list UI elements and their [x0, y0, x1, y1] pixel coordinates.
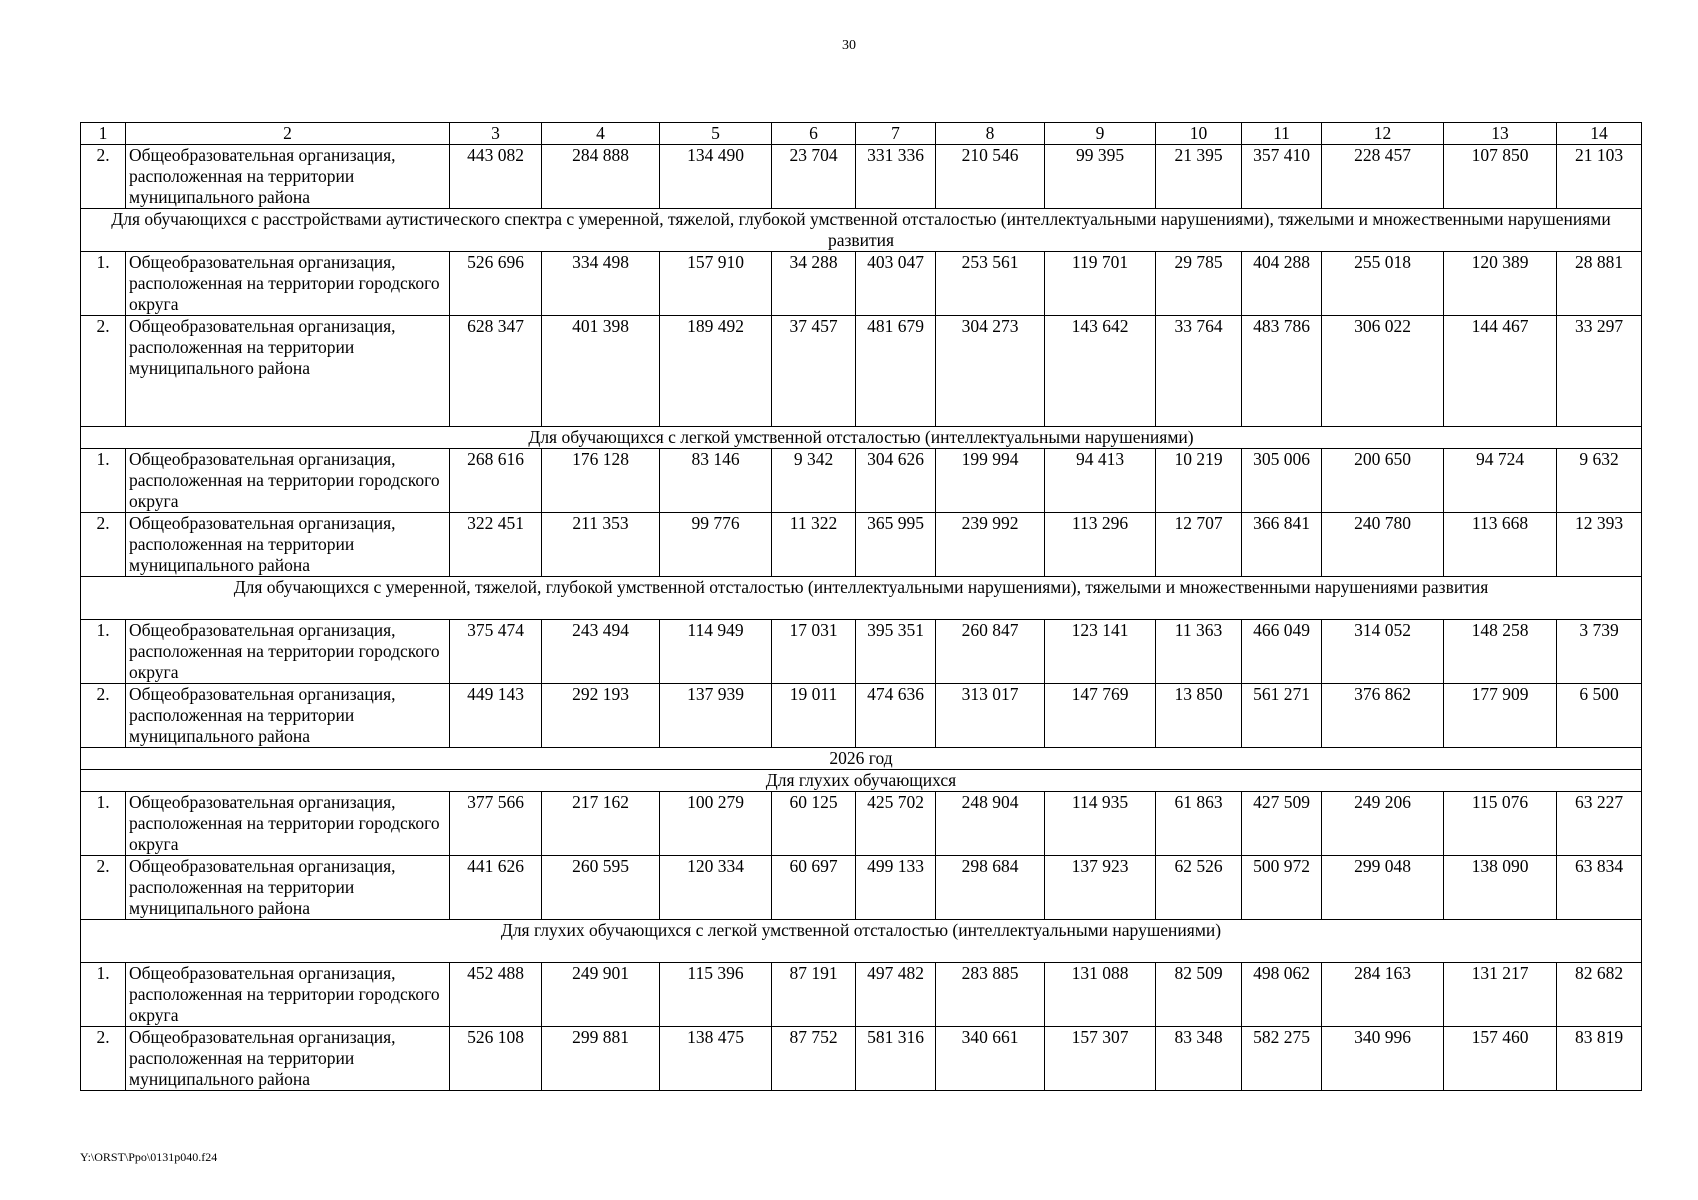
- value-cell: 298 684: [936, 856, 1045, 920]
- value-cell: 134 490: [660, 145, 772, 209]
- value-cell: 395 351: [856, 620, 936, 684]
- value-cell: 10 219: [1156, 449, 1242, 513]
- value-cell: 137 939: [660, 684, 772, 748]
- value-cell: 115 396: [660, 963, 772, 1027]
- value-cell: 82 509: [1156, 963, 1242, 1027]
- row-number: 2.: [81, 513, 126, 577]
- organization-name: Общеобразовательная организация, расположенная на территории муниципального района: [126, 856, 450, 920]
- value-cell: 123 141: [1045, 620, 1156, 684]
- table-row: [81, 684, 1642, 748]
- page-number: 30: [842, 38, 856, 53]
- value-cell: 107 850: [1444, 145, 1557, 209]
- table-row: [81, 792, 1642, 856]
- value-cell: 113 668: [1444, 513, 1557, 577]
- section-title: Для глухих обучающихся с легкой умственной отсталостью (интеллектуальными нарушениями): [81, 920, 1642, 963]
- section-title: Для обучающихся с расстройствами аутистического спектра с умеренной, тяжелой, глубокой умственной отсталостью (интеллектуальными нарушениями), тяжелыми и множественными нарушениями развития: [81, 209, 1642, 252]
- column-header: 1: [81, 123, 126, 145]
- value-cell: 304 273: [936, 316, 1045, 427]
- value-cell: 340 996: [1322, 1027, 1444, 1091]
- value-cell: 9 342: [772, 449, 856, 513]
- value-cell: 9 632: [1557, 449, 1642, 513]
- row-number: 2.: [81, 684, 126, 748]
- value-cell: 228 457: [1322, 145, 1444, 209]
- column-header: 11: [1242, 123, 1322, 145]
- value-cell: 21 103: [1557, 145, 1642, 209]
- row-number: 1.: [81, 252, 126, 316]
- organization-name: Общеобразовательная организация, расположенная на территории городского округа: [126, 449, 450, 513]
- value-cell: 199 994: [936, 449, 1045, 513]
- value-cell: 314 052: [1322, 620, 1444, 684]
- value-cell: 100 279: [660, 792, 772, 856]
- value-cell: 157 307: [1045, 1027, 1156, 1091]
- value-cell: 131 217: [1444, 963, 1557, 1027]
- value-cell: 23 704: [772, 145, 856, 209]
- data-table: [80, 122, 1642, 1091]
- value-cell: 284 888: [542, 145, 660, 209]
- value-cell: 119 701: [1045, 252, 1156, 316]
- value-cell: 12 393: [1557, 513, 1642, 577]
- value-cell: 427 509: [1242, 792, 1322, 856]
- column-header: 13: [1444, 123, 1557, 145]
- value-cell: 137 923: [1045, 856, 1156, 920]
- value-cell: 217 162: [542, 792, 660, 856]
- value-cell: 452 488: [450, 963, 542, 1027]
- value-cell: 526 696: [450, 252, 542, 316]
- value-cell: 83 819: [1557, 1027, 1642, 1091]
- value-cell: 62 526: [1156, 856, 1242, 920]
- value-cell: 376 862: [1322, 684, 1444, 748]
- column-header: 9: [1045, 123, 1156, 145]
- section-title: Для обучающихся с умеренной, тяжелой, глубокой умственной отсталостью (интеллектуальными нарушениями), тяжелыми и множественными нарушениями развития: [81, 577, 1642, 620]
- value-cell: 260 595: [542, 856, 660, 920]
- organization-name: Общеобразовательная организация, расположенная на территории муниципального района: [126, 316, 450, 427]
- organization-name: Общеобразовательная организация, расположенная на территории городского округа: [126, 620, 450, 684]
- column-header: 8: [936, 123, 1045, 145]
- value-cell: 114 949: [660, 620, 772, 684]
- section-title: Для глухих обучающихся: [81, 770, 1642, 792]
- value-cell: 144 467: [1444, 316, 1557, 427]
- section-title: Для обучающихся с легкой умственной отсталостью (интеллектуальными нарушениями): [81, 427, 1642, 449]
- value-cell: 500 972: [1242, 856, 1322, 920]
- value-cell: 401 398: [542, 316, 660, 427]
- value-cell: 120 334: [660, 856, 772, 920]
- value-cell: 200 650: [1322, 449, 1444, 513]
- value-cell: 120 389: [1444, 252, 1557, 316]
- value-cell: 99 776: [660, 513, 772, 577]
- value-cell: 94 413: [1045, 449, 1156, 513]
- value-cell: 304 626: [856, 449, 936, 513]
- value-cell: 63 834: [1557, 856, 1642, 920]
- value-cell: 61 863: [1156, 792, 1242, 856]
- value-cell: 582 275: [1242, 1027, 1322, 1091]
- value-cell: 113 296: [1045, 513, 1156, 577]
- section-header-row: [81, 209, 1642, 252]
- value-cell: 299 048: [1322, 856, 1444, 920]
- value-cell: 83 348: [1156, 1027, 1242, 1091]
- value-cell: 138 475: [660, 1027, 772, 1091]
- table-row: [81, 252, 1642, 316]
- file-path-footer: Y:\ORST\Ppo\0131p040.f24: [80, 1150, 218, 1164]
- value-cell: 340 661: [936, 1027, 1045, 1091]
- value-cell: 375 474: [450, 620, 542, 684]
- value-cell: 83 146: [660, 449, 772, 513]
- value-cell: 526 108: [450, 1027, 542, 1091]
- column-header-row: [81, 123, 1642, 145]
- section-header-row: [81, 748, 1642, 770]
- column-header: 6: [772, 123, 856, 145]
- value-cell: 313 017: [936, 684, 1045, 748]
- column-header: 10: [1156, 123, 1242, 145]
- value-cell: 366 841: [1242, 513, 1322, 577]
- value-cell: 87 191: [772, 963, 856, 1027]
- section-title: 2026 год: [81, 748, 1642, 770]
- value-cell: 33 764: [1156, 316, 1242, 427]
- column-header: 7: [856, 123, 936, 145]
- column-header: 2: [126, 123, 450, 145]
- value-cell: 253 561: [936, 252, 1045, 316]
- value-cell: 425 702: [856, 792, 936, 856]
- value-cell: 60 697: [772, 856, 856, 920]
- value-cell: 283 885: [936, 963, 1045, 1027]
- column-header: 12: [1322, 123, 1444, 145]
- table-row: [81, 316, 1642, 427]
- value-cell: 334 498: [542, 252, 660, 316]
- value-cell: 443 082: [450, 145, 542, 209]
- value-cell: 365 995: [856, 513, 936, 577]
- value-cell: 13 850: [1156, 684, 1242, 748]
- organization-name: Общеобразовательная организация, расположенная на территории муниципального района: [126, 684, 450, 748]
- value-cell: 240 780: [1322, 513, 1444, 577]
- table-row: [81, 449, 1642, 513]
- value-cell: 481 679: [856, 316, 936, 427]
- value-cell: 292 193: [542, 684, 660, 748]
- value-cell: 37 457: [772, 316, 856, 427]
- value-cell: 11 322: [772, 513, 856, 577]
- value-cell: 210 546: [936, 145, 1045, 209]
- column-header: 14: [1557, 123, 1642, 145]
- organization-name: Общеобразовательная организация, расположенная на территории городского округа: [126, 792, 450, 856]
- table-row: [81, 145, 1642, 209]
- column-header: 5: [660, 123, 772, 145]
- value-cell: 322 451: [450, 513, 542, 577]
- value-cell: 499 133: [856, 856, 936, 920]
- value-cell: 466 049: [1242, 620, 1322, 684]
- value-cell: 19 011: [772, 684, 856, 748]
- row-number: 1.: [81, 792, 126, 856]
- value-cell: 60 125: [772, 792, 856, 856]
- value-cell: 115 076: [1444, 792, 1557, 856]
- column-header: 4: [542, 123, 660, 145]
- value-cell: 483 786: [1242, 316, 1322, 427]
- value-cell: 497 482: [856, 963, 936, 1027]
- value-cell: 248 904: [936, 792, 1045, 856]
- value-cell: 305 006: [1242, 449, 1322, 513]
- organization-name: Общеобразовательная организация, расположенная на территории городского округа: [126, 963, 450, 1027]
- table-row: [81, 513, 1642, 577]
- row-number: 2.: [81, 1027, 126, 1091]
- value-cell: 176 128: [542, 449, 660, 513]
- organization-name: Общеобразовательная организация, расположенная на территории городского округа: [126, 252, 450, 316]
- organization-name: Общеобразовательная организация, расположенная на территории муниципального района: [126, 1027, 450, 1091]
- row-number: 1.: [81, 963, 126, 1027]
- value-cell: 249 206: [1322, 792, 1444, 856]
- value-cell: 498 062: [1242, 963, 1322, 1027]
- row-number: 1.: [81, 449, 126, 513]
- value-cell: 94 724: [1444, 449, 1557, 513]
- value-cell: 157 460: [1444, 1027, 1557, 1091]
- table-row: [81, 1027, 1642, 1091]
- value-cell: 3 739: [1557, 620, 1642, 684]
- value-cell: 377 566: [450, 792, 542, 856]
- column-header: 3: [450, 123, 542, 145]
- value-cell: 243 494: [542, 620, 660, 684]
- section-header-row: [81, 770, 1642, 792]
- value-cell: 255 018: [1322, 252, 1444, 316]
- value-cell: 12 707: [1156, 513, 1242, 577]
- value-cell: 131 088: [1045, 963, 1156, 1027]
- value-cell: 441 626: [450, 856, 542, 920]
- value-cell: 63 227: [1557, 792, 1642, 856]
- value-cell: 357 410: [1242, 145, 1322, 209]
- section-header-row: [81, 427, 1642, 449]
- value-cell: 561 271: [1242, 684, 1322, 748]
- value-cell: 177 909: [1444, 684, 1557, 748]
- value-cell: 6 500: [1557, 684, 1642, 748]
- value-cell: 189 492: [660, 316, 772, 427]
- value-cell: 82 682: [1557, 963, 1642, 1027]
- value-cell: 33 297: [1557, 316, 1642, 427]
- section-header-row: [81, 577, 1642, 620]
- value-cell: 148 258: [1444, 620, 1557, 684]
- table-row: [81, 856, 1642, 920]
- value-cell: 87 752: [772, 1027, 856, 1091]
- value-cell: 474 636: [856, 684, 936, 748]
- value-cell: 138 090: [1444, 856, 1557, 920]
- value-cell: 306 022: [1322, 316, 1444, 427]
- organization-name: Общеобразовательная организация, расположенная на территории муниципального района: [126, 513, 450, 577]
- value-cell: 268 616: [450, 449, 542, 513]
- value-cell: 147 769: [1045, 684, 1156, 748]
- value-cell: 114 935: [1045, 792, 1156, 856]
- row-number: 1.: [81, 620, 126, 684]
- value-cell: 143 642: [1045, 316, 1156, 427]
- row-number: 2.: [81, 856, 126, 920]
- value-cell: 331 336: [856, 145, 936, 209]
- value-cell: 17 031: [772, 620, 856, 684]
- table-row: [81, 620, 1642, 684]
- table-row: [81, 963, 1642, 1027]
- value-cell: 299 881: [542, 1027, 660, 1091]
- value-cell: 249 901: [542, 963, 660, 1027]
- row-number: 2.: [81, 145, 126, 209]
- value-cell: 260 847: [936, 620, 1045, 684]
- value-cell: 211 353: [542, 513, 660, 577]
- value-cell: 99 395: [1045, 145, 1156, 209]
- value-cell: 11 363: [1156, 620, 1242, 684]
- value-cell: 239 992: [936, 513, 1045, 577]
- value-cell: 21 395: [1156, 145, 1242, 209]
- value-cell: 403 047: [856, 252, 936, 316]
- value-cell: 581 316: [856, 1027, 936, 1091]
- value-cell: 34 288: [772, 252, 856, 316]
- value-cell: 28 881: [1557, 252, 1642, 316]
- organization-name: Общеобразовательная организация, расположенная на территории муниципального района: [126, 145, 450, 209]
- row-number: 2.: [81, 316, 126, 427]
- value-cell: 157 910: [660, 252, 772, 316]
- value-cell: 284 163: [1322, 963, 1444, 1027]
- value-cell: 628 347: [450, 316, 542, 427]
- value-cell: 29 785: [1156, 252, 1242, 316]
- section-header-row: [81, 920, 1642, 963]
- value-cell: 404 288: [1242, 252, 1322, 316]
- value-cell: 449 143: [450, 684, 542, 748]
